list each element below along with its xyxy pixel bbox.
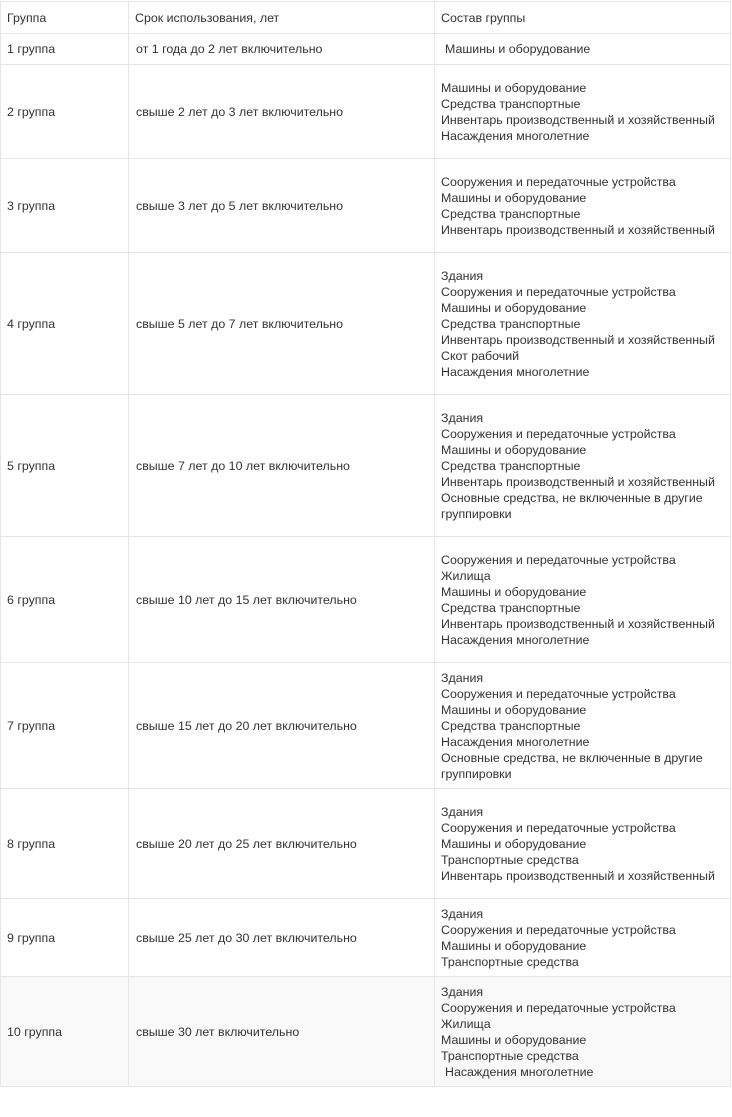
table-row: [1, 663, 731, 789]
list-item: Скот рабочий: [441, 349, 520, 363]
term-cell: свыше 7 лет до 10 лет включительно: [129, 395, 435, 537]
term-cell: свыше 5 лет до 7 лет включительно: [129, 253, 435, 395]
depreciation-groups-table: [0, 1, 731, 1087]
table-body: [1, 34, 731, 1087]
list-item: Насаждения многолетние: [441, 633, 590, 647]
items-cell: [435, 159, 731, 253]
group-cell: 4 группа: [1, 253, 129, 395]
list-item: Инвентарь производственный и хозяйственный: [441, 869, 715, 883]
list-item: Насаждения многолетние: [441, 129, 590, 143]
list-item: Средства транспортные: [441, 719, 581, 733]
header-items: Состав группы: [435, 2, 731, 34]
list-item: Насаждения многолетние: [445, 1065, 594, 1079]
list-item: Сооружения и передаточные устройства: [441, 285, 676, 299]
list-item: Здания: [441, 907, 484, 921]
list-item: Сооружения и передаточные устройства: [441, 175, 676, 189]
list-item: Сооружения и передаточные устройства: [441, 821, 676, 835]
items-cell: [435, 663, 731, 789]
list-item: Сооружения и передаточные устройства: [441, 553, 676, 567]
list-item: Здания: [441, 671, 484, 685]
list-item: Машины и оборудование: [441, 703, 587, 717]
items-cell: [435, 789, 731, 899]
list-item: Средства транспортные: [441, 317, 581, 331]
term-cell: свыше 25 лет до 30 лет включительно: [129, 899, 435, 977]
table-row: [1, 395, 731, 537]
table-row: [1, 899, 731, 977]
list-item: Жилища: [441, 569, 491, 583]
list-item: Жилища: [441, 1017, 491, 1031]
group-cell: 9 группа: [1, 899, 129, 977]
list-item: Машины и оборудование: [445, 42, 591, 56]
items-cell: [435, 65, 731, 159]
list-item: Машины и оборудование: [441, 939, 587, 953]
group-cell: 10 группа: [1, 977, 129, 1087]
list-item: Средства транспортные: [441, 207, 581, 221]
group-cell: 8 группа: [1, 789, 129, 899]
term-cell: от 1 года до 2 лет включительно: [129, 34, 435, 65]
list-item: Средства транспортные: [441, 459, 581, 473]
list-item: Инвентарь производственный и хозяйственный: [441, 333, 715, 347]
list-item: Инвентарь производственный и хозяйственный: [441, 113, 715, 127]
list-item: Инвентарь производственный и хозяйственный: [441, 223, 715, 237]
term-cell: свыше 2 лет до 3 лет включительно: [129, 65, 435, 159]
list-item: Машины и оборудование: [441, 1033, 587, 1047]
list-item: Средства транспортные: [441, 601, 581, 615]
list-item: Транспортные средства: [441, 853, 579, 867]
list-item: Транспортные средства: [441, 1049, 579, 1063]
header-group: Группа: [1, 2, 129, 34]
list-item: Сооружения и передаточные устройства: [441, 923, 676, 937]
list-item: Машины и оборудование: [441, 443, 587, 457]
list-item: Здания: [441, 269, 484, 283]
list-item: Сооружения и передаточные устройства: [441, 1001, 676, 1015]
table-row: [1, 34, 731, 65]
list-item: Насаждения многолетние: [441, 735, 590, 749]
list-item: Сооружения и передаточные устройства: [441, 687, 676, 701]
list-item: Основные средства, не включенные в другие группировки: [441, 491, 703, 521]
list-item: Инвентарь производственный и хозяйственный: [441, 475, 715, 489]
table-row: [1, 253, 731, 395]
items-cell: [435, 34, 731, 65]
list-item: Машины и оборудование: [441, 301, 587, 315]
table-row: [1, 789, 731, 899]
list-item: Здания: [441, 805, 484, 819]
table-row: [1, 159, 731, 253]
header-term: Срок использования, лет: [129, 2, 435, 34]
group-cell: 1 группа: [1, 34, 129, 65]
list-item: Транспортные средства: [441, 955, 579, 969]
list-item: Здания: [441, 411, 484, 425]
term-cell: свыше 20 лет до 25 лет включительно: [129, 789, 435, 899]
term-cell: свыше 3 лет до 5 лет включительно: [129, 159, 435, 253]
list-item: Машины и оборудование: [441, 191, 587, 205]
table-row: [1, 537, 731, 663]
term-cell: свыше 30 лет включительно: [129, 977, 435, 1087]
list-item: Инвентарь производственный и хозяйственный: [441, 617, 715, 631]
group-cell: 5 группа: [1, 395, 129, 537]
list-item: Машины и оборудование: [441, 837, 587, 851]
group-cell: 3 группа: [1, 159, 129, 253]
list-item: Насаждения многолетние: [441, 365, 590, 379]
group-cell: 2 группа: [1, 65, 129, 159]
items-cell: [435, 537, 731, 663]
list-item: Машины и оборудование: [441, 585, 587, 599]
items-cell: [435, 899, 731, 977]
table-row: [1, 65, 731, 159]
group-cell: 7 группа: [1, 663, 129, 789]
list-item: Средства транспортные: [441, 97, 581, 111]
group-cell: 6 группа: [1, 537, 129, 663]
list-item: Здания: [441, 985, 484, 999]
list-item: Основные средства, не включенные в другие группировки: [441, 751, 703, 781]
list-item: Машины и оборудование: [441, 81, 587, 95]
table-row: [1, 977, 731, 1087]
list-item: Сооружения и передаточные устройства: [441, 427, 676, 441]
table-header-row: [1, 2, 731, 34]
term-cell: свыше 10 лет до 15 лет включительно: [129, 537, 435, 663]
items-cell: [435, 395, 731, 537]
items-cell: [435, 253, 731, 395]
items-cell: [435, 977, 731, 1087]
term-cell: свыше 15 лет до 20 лет включительно: [129, 663, 435, 789]
